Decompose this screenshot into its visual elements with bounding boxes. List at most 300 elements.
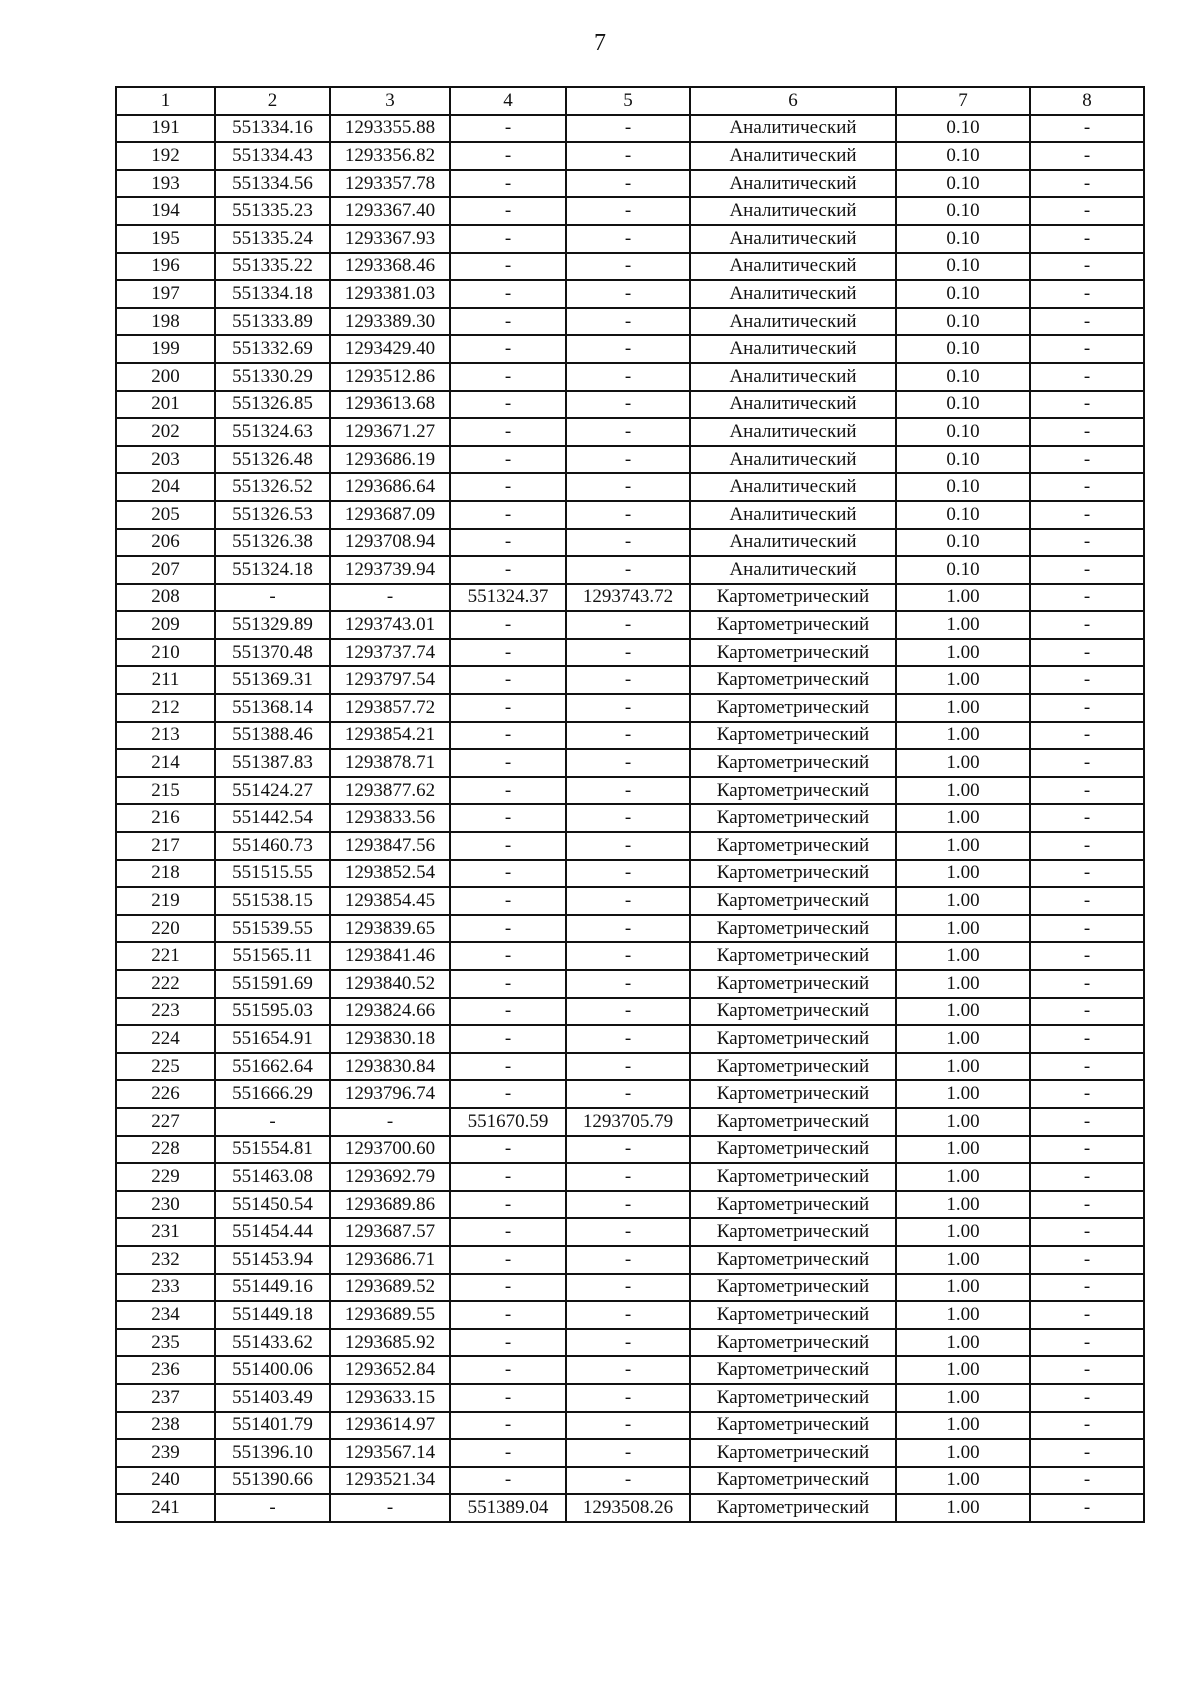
table-cell: Картометрический: [690, 998, 896, 1026]
table-cell: -: [566, 832, 690, 860]
table-cell: Картометрический: [690, 942, 896, 970]
table-cell: -: [566, 804, 690, 832]
table-cell: -: [566, 1080, 690, 1108]
table-cell: 551662.64: [215, 1053, 330, 1081]
table-cell: 225: [116, 1053, 215, 1081]
table-cell: -: [1030, 639, 1144, 667]
table-cell: Картометрический: [690, 1301, 896, 1329]
table-cell: Картометрический: [690, 887, 896, 915]
table-cell: 1293381.03: [330, 280, 450, 308]
table-cell: 1293685.92: [330, 1329, 450, 1357]
table-cell: -: [566, 363, 690, 391]
table-cell: Картометрический: [690, 1246, 896, 1274]
table-cell: 191: [116, 115, 215, 143]
table-cell: Аналитический: [690, 529, 896, 557]
table-cell: -: [450, 777, 566, 805]
table-row: [116, 556, 1144, 584]
table-cell: 1293613.68: [330, 391, 450, 419]
table-cell: -: [1030, 749, 1144, 777]
table-cell: 1293737.74: [330, 639, 450, 667]
table-cell: 1293743.01: [330, 611, 450, 639]
table-cell: 551401.79: [215, 1412, 330, 1440]
table-cell: 551370.48: [215, 639, 330, 667]
table-cell: 1293567.14: [330, 1439, 450, 1467]
table-cell: 194: [116, 197, 215, 225]
table-cell: 1.00: [896, 1108, 1030, 1136]
table-body: [116, 87, 1144, 1522]
table-cell: 1293686.19: [330, 446, 450, 474]
table-row: [116, 170, 1144, 198]
table-cell: -: [450, 556, 566, 584]
table-cell: 200: [116, 363, 215, 391]
table-row: [116, 832, 1144, 860]
table-cell: 1.00: [896, 915, 1030, 943]
table-cell: 235: [116, 1329, 215, 1357]
table-cell: -: [1030, 694, 1144, 722]
table-cell: Картометрический: [690, 1356, 896, 1384]
table-cell: 0.10: [896, 363, 1030, 391]
table-cell: 1.00: [896, 1025, 1030, 1053]
table-row: [116, 1329, 1144, 1357]
table-cell: 1293797.54: [330, 666, 450, 694]
table-cell: 1293739.94: [330, 556, 450, 584]
table-cell: 551390.66: [215, 1467, 330, 1495]
table-cell: -: [566, 501, 690, 529]
table-cell: -: [1030, 1053, 1144, 1081]
table-cell: 1.00: [896, 970, 1030, 998]
table-cell: Картометрический: [690, 1467, 896, 1495]
table-cell: 551424.27: [215, 777, 330, 805]
table-cell: 551368.14: [215, 694, 330, 722]
table-cell: -: [1030, 556, 1144, 584]
table-cell: 551442.54: [215, 804, 330, 832]
table-cell: 1.00: [896, 1191, 1030, 1219]
table-cell: Картометрический: [690, 1218, 896, 1246]
table-cell: 231: [116, 1218, 215, 1246]
table-cell: Аналитический: [690, 501, 896, 529]
table-cell: Аналитический: [690, 197, 896, 225]
table-cell: Аналитический: [690, 225, 896, 253]
table-cell: 1293689.86: [330, 1191, 450, 1219]
table-row: [116, 1246, 1144, 1274]
table-cell: 224: [116, 1025, 215, 1053]
table-header-row: [116, 87, 1144, 115]
table-cell: -: [566, 1467, 690, 1495]
table-cell: 1.00: [896, 722, 1030, 750]
table-cell: 551454.44: [215, 1218, 330, 1246]
table-cell: 551388.46: [215, 722, 330, 750]
table-cell: 1293700.60: [330, 1136, 450, 1164]
column-header: 6: [690, 87, 896, 115]
table-cell: Картометрический: [690, 777, 896, 805]
table-cell: 0.10: [896, 308, 1030, 336]
table-cell: Картометрический: [690, 860, 896, 888]
table-cell: 204: [116, 473, 215, 501]
table-cell: 1293357.78: [330, 170, 450, 198]
table-cell: 551463.08: [215, 1163, 330, 1191]
table-row: [116, 915, 1144, 943]
table-cell: 0.10: [896, 418, 1030, 446]
table-row: [116, 1439, 1144, 1467]
table-row: [116, 1108, 1144, 1136]
table-cell: -: [450, 197, 566, 225]
table-cell: -: [450, 1246, 566, 1274]
table-cell: Картометрический: [690, 611, 896, 639]
table-cell: -: [1030, 529, 1144, 557]
table-cell: -: [566, 418, 690, 446]
table-cell: 551334.18: [215, 280, 330, 308]
table-row: [116, 280, 1144, 308]
table-cell: -: [566, 1356, 690, 1384]
table-cell: Аналитический: [690, 418, 896, 446]
table-row: [116, 1384, 1144, 1412]
table-cell: 551335.23: [215, 197, 330, 225]
table-cell: 1293356.82: [330, 142, 450, 170]
table-cell: -: [450, 308, 566, 336]
table-cell: -: [450, 970, 566, 998]
table-cell: 1293368.46: [330, 253, 450, 281]
table-cell: -: [1030, 1246, 1144, 1274]
table-cell: -: [450, 860, 566, 888]
table-cell: 551453.94: [215, 1246, 330, 1274]
table-row: [116, 1467, 1144, 1495]
table-cell: Картометрический: [690, 1053, 896, 1081]
table-cell: Картометрический: [690, 1274, 896, 1302]
table-cell: -: [1030, 722, 1144, 750]
table-cell: -: [450, 225, 566, 253]
table-cell: 1.00: [896, 1218, 1030, 1246]
table-cell: -: [566, 1191, 690, 1219]
table-cell: 1.00: [896, 1080, 1030, 1108]
table-cell: 551591.69: [215, 970, 330, 998]
table-cell: -: [1030, 197, 1144, 225]
table-cell: 551515.55: [215, 860, 330, 888]
table-cell: 1293847.56: [330, 832, 450, 860]
table-cell: -: [566, 280, 690, 308]
table-cell: 551329.89: [215, 611, 330, 639]
table-cell: -: [450, 1136, 566, 1164]
table-cell: 551334.43: [215, 142, 330, 170]
table-cell: 0.10: [896, 253, 1030, 281]
table-row: [116, 391, 1144, 419]
table-cell: 551595.03: [215, 998, 330, 1026]
table-row: [116, 1412, 1144, 1440]
table-cell: -: [1030, 1136, 1144, 1164]
table-cell: 551333.89: [215, 308, 330, 336]
table-row: [116, 335, 1144, 363]
table-cell: -: [450, 473, 566, 501]
table-cell: -: [450, 501, 566, 529]
table-cell: 215: [116, 777, 215, 805]
table-cell: -: [566, 694, 690, 722]
table-cell: -: [450, 1053, 566, 1081]
table-cell: Аналитический: [690, 473, 896, 501]
table-cell: 1293852.54: [330, 860, 450, 888]
table-cell: Картометрический: [690, 1136, 896, 1164]
table-cell: 551330.29: [215, 363, 330, 391]
table-cell: -: [450, 804, 566, 832]
table-cell: -: [566, 446, 690, 474]
table-cell: 0.10: [896, 280, 1030, 308]
table-cell: -: [1030, 1301, 1144, 1329]
table-cell: -: [566, 308, 690, 336]
table-cell: -: [450, 170, 566, 198]
table-cell: -: [1030, 253, 1144, 281]
table-row: [116, 473, 1144, 501]
table-cell: -: [1030, 446, 1144, 474]
table-cell: 220: [116, 915, 215, 943]
table-cell: -: [1030, 804, 1144, 832]
table-cell: -: [215, 1108, 330, 1136]
table-cell: 0.10: [896, 501, 1030, 529]
table-cell: 1293633.15: [330, 1384, 450, 1412]
table-cell: 551433.62: [215, 1329, 330, 1357]
table-cell: -: [566, 1384, 690, 1412]
column-header: 2: [215, 87, 330, 115]
table-cell: 551389.04: [450, 1494, 566, 1522]
table-cell: 551324.18: [215, 556, 330, 584]
table-cell: -: [566, 1136, 690, 1164]
table-cell: 222: [116, 970, 215, 998]
table-row: [116, 1025, 1144, 1053]
table-cell: 1293839.65: [330, 915, 450, 943]
table-cell: -: [450, 1329, 566, 1357]
table-cell: -: [450, 942, 566, 970]
table-cell: 1293652.84: [330, 1356, 450, 1384]
table-row: [116, 501, 1144, 529]
table-cell: 551326.52: [215, 473, 330, 501]
table-cell: 1.00: [896, 1356, 1030, 1384]
table-cell: -: [215, 584, 330, 612]
table-cell: -: [566, 473, 690, 501]
table-cell: -: [1030, 1191, 1144, 1219]
table-cell: -: [566, 887, 690, 915]
table-row: [116, 777, 1144, 805]
table-cell: 1293687.57: [330, 1218, 450, 1246]
table-cell: -: [450, 611, 566, 639]
table-cell: 219: [116, 887, 215, 915]
table-cell: Картометрический: [690, 722, 896, 750]
table-cell: 1293705.79: [566, 1108, 690, 1136]
table-cell: -: [1030, 887, 1144, 915]
table-cell: -: [566, 639, 690, 667]
table-cell: 1293854.21: [330, 722, 450, 750]
table-row: [116, 887, 1144, 915]
table-cell: 1293686.71: [330, 1246, 450, 1274]
table-cell: -: [1030, 391, 1144, 419]
table-cell: -: [450, 1467, 566, 1495]
table-cell: Аналитический: [690, 363, 896, 391]
table-cell: 202: [116, 418, 215, 446]
table-cell: -: [566, 722, 690, 750]
table-cell: 551670.59: [450, 1108, 566, 1136]
table-cell: 1293689.55: [330, 1301, 450, 1329]
table-cell: -: [1030, 1025, 1144, 1053]
table-cell: 241: [116, 1494, 215, 1522]
table-cell: -: [450, 1274, 566, 1302]
table-cell: 1.00: [896, 1246, 1030, 1274]
table-cell: 210: [116, 639, 215, 667]
table-cell: -: [1030, 832, 1144, 860]
table-cell: 1.00: [896, 1301, 1030, 1329]
table-cell: -: [450, 694, 566, 722]
table-cell: 1.00: [896, 1329, 1030, 1357]
table-cell: Картометрический: [690, 1412, 896, 1440]
table-cell: 551666.29: [215, 1080, 330, 1108]
table-cell: -: [566, 197, 690, 225]
table-cell: Картометрический: [690, 915, 896, 943]
table-cell: -: [1030, 335, 1144, 363]
table-cell: 1293367.40: [330, 197, 450, 225]
table-cell: 216: [116, 804, 215, 832]
table-cell: 551449.18: [215, 1301, 330, 1329]
table-cell: -: [450, 1439, 566, 1467]
table-cell: -: [450, 335, 566, 363]
table-cell: Аналитический: [690, 170, 896, 198]
table-cell: -: [1030, 1356, 1144, 1384]
table-cell: 551332.69: [215, 335, 330, 363]
table-cell: 0.10: [896, 529, 1030, 557]
table-cell: 227: [116, 1108, 215, 1136]
table-cell: 195: [116, 225, 215, 253]
table-cell: -: [450, 1218, 566, 1246]
table-cell: -: [1030, 308, 1144, 336]
table-cell: 1.00: [896, 1439, 1030, 1467]
table-row: [116, 1301, 1144, 1329]
table-cell: Аналитический: [690, 280, 896, 308]
table-cell: -: [450, 887, 566, 915]
table-cell: -: [450, 418, 566, 446]
table-cell: -: [450, 749, 566, 777]
table-cell: -: [1030, 1494, 1144, 1522]
table-cell: 207: [116, 556, 215, 584]
table-row: [116, 446, 1144, 474]
table-row: [116, 666, 1144, 694]
table-cell: -: [450, 639, 566, 667]
table-cell: Аналитический: [690, 253, 896, 281]
table-cell: -: [566, 777, 690, 805]
table-cell: Аналитический: [690, 446, 896, 474]
table-row: [116, 1163, 1144, 1191]
table-cell: -: [566, 860, 690, 888]
table-cell: 1293796.74: [330, 1080, 450, 1108]
table-row: [116, 142, 1144, 170]
table-cell: 209: [116, 611, 215, 639]
table-cell: -: [1030, 998, 1144, 1026]
table-cell: -: [566, 1246, 690, 1274]
table-row: [116, 1274, 1144, 1302]
table-cell: -: [450, 391, 566, 419]
table-cell: 1293521.34: [330, 1467, 450, 1495]
table-cell: 1293512.86: [330, 363, 450, 391]
table-cell: 551326.38: [215, 529, 330, 557]
table-cell: 551326.53: [215, 501, 330, 529]
table-cell: -: [566, 749, 690, 777]
table-cell: 1.00: [896, 1384, 1030, 1412]
table-cell: -: [1030, 280, 1144, 308]
table-cell: 551450.54: [215, 1191, 330, 1219]
column-header: 7: [896, 87, 1030, 115]
table-cell: Картометрический: [690, 639, 896, 667]
table-cell: -: [450, 1412, 566, 1440]
table-cell: -: [566, 1329, 690, 1357]
table-cell: 1.00: [896, 611, 1030, 639]
table-cell: 551654.91: [215, 1025, 330, 1053]
table-cell: 1.00: [896, 749, 1030, 777]
table-cell: -: [450, 666, 566, 694]
table-cell: Картометрический: [690, 1384, 896, 1412]
table-cell: -: [1030, 915, 1144, 943]
table-cell: 1.00: [896, 1053, 1030, 1081]
table-row: [116, 611, 1144, 639]
table-cell: -: [330, 1108, 450, 1136]
table-row: [116, 860, 1144, 888]
table-cell: 1.00: [896, 666, 1030, 694]
table-cell: Картометрический: [690, 1191, 896, 1219]
table-cell: -: [1030, 1329, 1144, 1357]
table-cell: 232: [116, 1246, 215, 1274]
table-cell: 1293830.84: [330, 1053, 450, 1081]
coordinates-table: [115, 86, 1145, 1523]
table-cell: 551403.49: [215, 1384, 330, 1412]
table-cell: 211: [116, 666, 215, 694]
table-cell: 214: [116, 749, 215, 777]
table-cell: -: [1030, 115, 1144, 143]
table-cell: -: [566, 1163, 690, 1191]
table-cell: 1293743.72: [566, 584, 690, 612]
table-cell: -: [1030, 1439, 1144, 1467]
table-cell: 1293355.88: [330, 115, 450, 143]
table-cell: 1293830.18: [330, 1025, 450, 1053]
table-row: [116, 1218, 1144, 1246]
table-row: [116, 529, 1144, 557]
table-row: [116, 308, 1144, 336]
table-cell: 551460.73: [215, 832, 330, 860]
table-cell: 203: [116, 446, 215, 474]
table-cell: 201: [116, 391, 215, 419]
table-cell: 1.00: [896, 1412, 1030, 1440]
table-row: [116, 1494, 1144, 1522]
table-cell: 1.00: [896, 777, 1030, 805]
table-cell: -: [450, 1301, 566, 1329]
table-cell: -: [1030, 1467, 1144, 1495]
table-cell: -: [1030, 1412, 1144, 1440]
table-cell: 1.00: [896, 804, 1030, 832]
table-row: [116, 970, 1144, 998]
table-row: [116, 722, 1144, 750]
table-cell: Аналитический: [690, 556, 896, 584]
table-cell: -: [1030, 363, 1144, 391]
table-cell: -: [450, 832, 566, 860]
table-row: [116, 363, 1144, 391]
table-cell: -: [1030, 170, 1144, 198]
table-cell: 0.10: [896, 197, 1030, 225]
table-cell: -: [566, 1412, 690, 1440]
table-cell: -: [1030, 1163, 1144, 1191]
table-cell: 1293389.30: [330, 308, 450, 336]
table-cell: -: [450, 1191, 566, 1219]
table-cell: -: [566, 998, 690, 1026]
table-cell: -: [1030, 1274, 1144, 1302]
table-cell: 1293692.79: [330, 1163, 450, 1191]
table-cell: -: [450, 722, 566, 750]
table-row: [116, 1053, 1144, 1081]
table-cell: -: [566, 666, 690, 694]
table-cell: -: [566, 1053, 690, 1081]
table-cell: -: [566, 1274, 690, 1302]
table-cell: 551335.24: [215, 225, 330, 253]
table-cell: -: [566, 115, 690, 143]
